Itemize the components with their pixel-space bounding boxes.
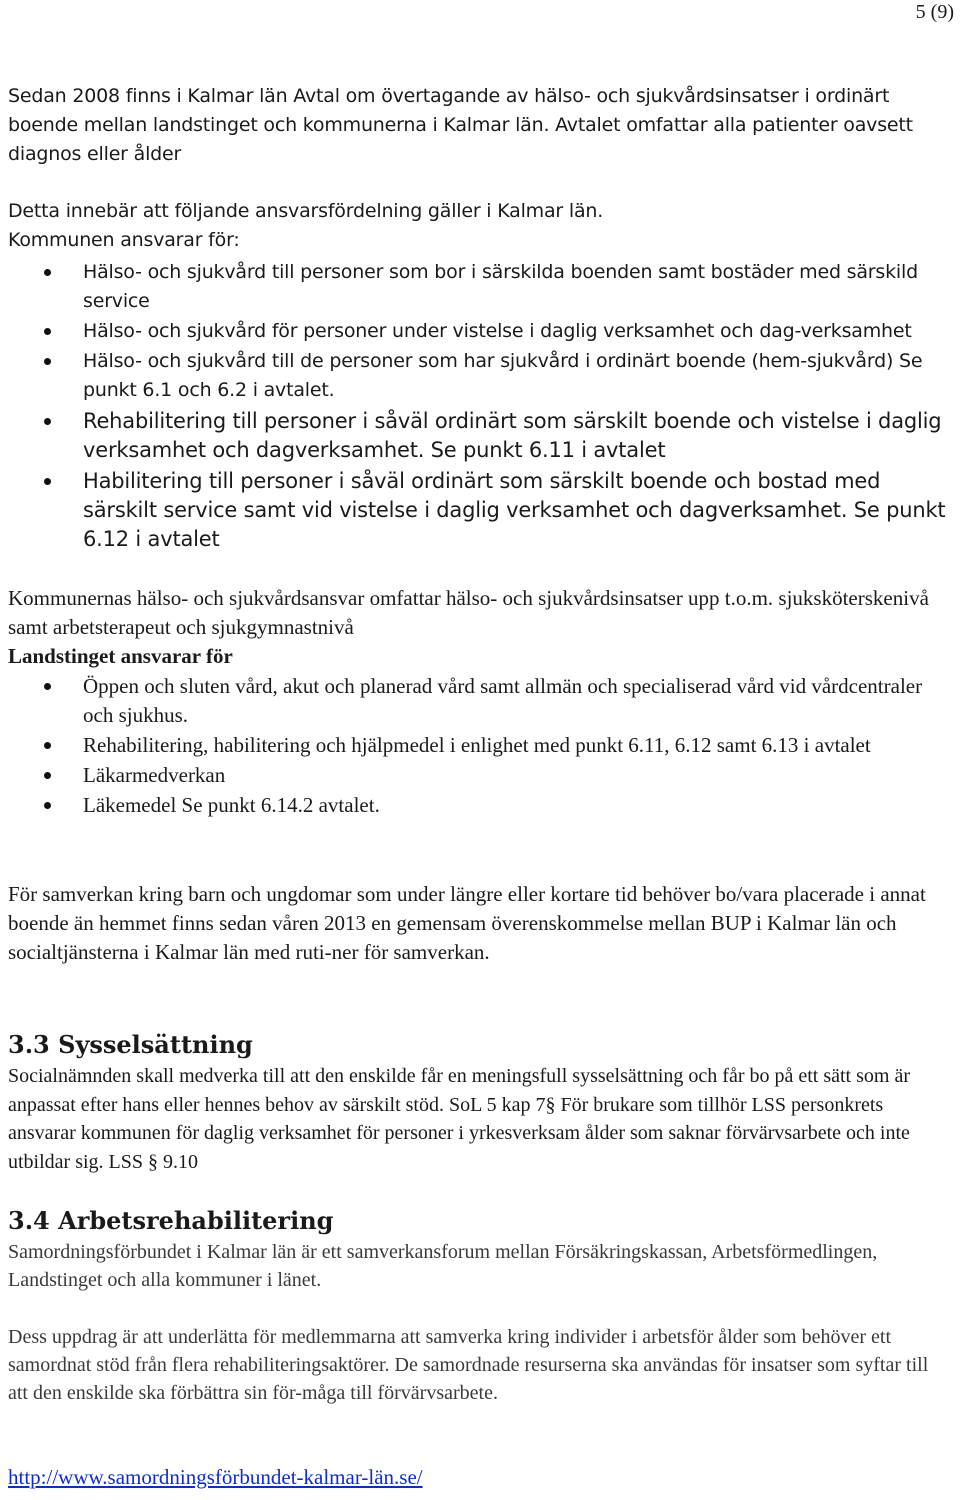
list-item: Läkarmedverkan <box>0 761 950 790</box>
landstinget-heading: Landstinget ansvarar för <box>8 644 233 668</box>
kommunen-summary: Kommunernas hälso- och sjukvårdsansvar omfattar hälso- och sjukvårdsinsatser upp t.o.m. sjuksköterskenivå samt arbetsterapeut och sjukgymnastnivå <box>8 586 929 639</box>
uppdrag-paragraph: Dess uppdrag är att underlätta för medlemmarna att samverka kring individer i arbetsför ålder som behöver ett samordnat stöd från flera rehabiliteringsaktörer. De samordnade resurserna ska användas för insatser som syftar till att den enskilde ska förbättra sin för-måga till förvärvsarbete. <box>8 1326 929 1404</box>
list-item: Habilitering till personer i såväl ordinärt som särskilt boende och bostad med särskilt service samt vid vistelse i daglig verksamhet och dagverksamhet. Se punkt 6.12 i avtalet <box>0 467 950 554</box>
page-number: 5 (9) <box>915 1 954 23</box>
list-item: Hälso- och sjukvård till personer som bor i särskilda boenden samt bostäder med särskild service <box>0 258 950 316</box>
kommunen-list <box>0 258 950 555</box>
list-item: Öppen och sluten vård, akut och planerad vård samt allmän och specialiserad vård vid vårdcentraler och sjukhus. <box>0 672 950 730</box>
list-item: Rehabilitering till personer i såväl ordinärt som särskilt boende och vistelse i daglig verksamhet och dagverksamhet. Se punkt 6.11 i avtalet <box>0 407 950 465</box>
intro-paragraph: Sedan 2008 finns i Kalmar län Avtal om övertagande av hälso- och sjukvårdsinsatser i ordinärt boende mellan landstinget och kommunerna i Kalmar län. Avtalet omfattar alla patienter oavsett diagnos eller ålder <box>8 85 913 165</box>
section-heading-3-4: 3.4 Arbetsrehabilitering <box>8 1206 334 1235</box>
sysselsattning-paragraph: Socialnämnden skall medverka till att den enskilde får en meningsfull sysselsättning och får bo på ett sätt som är anpassat efter hans eller hennes behov av särskilt stöd. SoL 5 kap 7§ För brukare som tillhör LSS personkrets ansvarar kommunen för daglig verksamhet för personer i yrkesverksam ålder som saknar förvärvsarbete och inte utbildar sig. LSS § 9.10 <box>8 1065 910 1173</box>
landstinget-list <box>0 672 950 821</box>
list-item: Rehabilitering, habilitering och hjälpmedel i enlighet med punkt 6.11, 6.12 samt 6.13 i avtalet <box>0 731 950 760</box>
list-item: Hälso- och sjukvård till de personer som har sjukvård i ordinärt boende (hem-sjukvård) Se punkt 6.1 och 6.2 i avtalet. <box>0 347 950 405</box>
list-item: Läkemedel Se punkt 6.14.2 avtalet. <box>0 791 950 820</box>
list-item: Hälso- och sjukvård för personer under vistelse i daglig verksamhet och dag-verksamhet <box>0 317 950 346</box>
samordningsforbundet-paragraph: Samordningsförbundet i Kalmar län är ett samverkansforum mellan Försäkringskassan, Arbetsförmedlingen, Landstinget och alla kommuner i länet. <box>8 1241 878 1291</box>
intro-statement: Detta innebär att följande ansvarsfördelning gäller i Kalmar län. <box>8 200 604 222</box>
samverkan-paragraph: För samverkan kring barn och ungdomar som under längre eller kortare tid behöver bo/vara placerade i annat boende än hemmet finns sedan våren 2013 en gemensam överenskommelse mellan BUP i Kalmar län och socialtjänsterna i Kalmar län med ruti-ner för samverkan. <box>8 882 926 964</box>
kommunen-heading: Kommunen ansvarar för: <box>8 229 240 251</box>
samordningsforbundet-link[interactable]: http://www.samordningsförbundet-kalmar-län.se/ <box>8 1465 423 1489</box>
section-heading-3-3: 3.3 Sysselsättning <box>8 1030 253 1059</box>
